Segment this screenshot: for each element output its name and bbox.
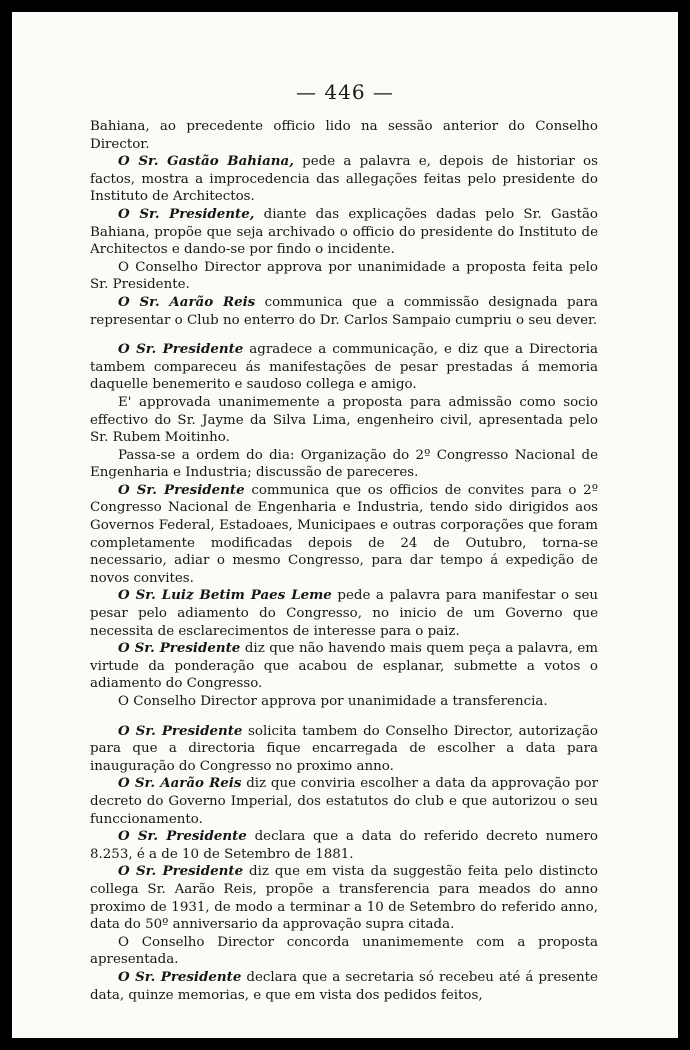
paragraph-text: communica que a commissão designada para representar o Club no enterro do Dr. Carlos Sampaio cumpriu o seu dever. [90, 294, 598, 328]
paragraph-text: O Conselho Director approva por unanimidade a proposta feita pelo Sr. Presidente. [90, 259, 598, 293]
paragraph-text: agradece a communicação, e diz que a Directoria tambem compareceu ás manifestações de pesar prestadas á memoria daquelle benemerito e saudoso collega e amigo. [90, 342, 598, 393]
paragraph-text: pede a palavra para manifestar o seu pesar pelo adiamento do Congresso, no inicio de um Governo que necessita de esclarecimentos de interesse para o paiz. [90, 588, 598, 639]
paragraph-text: communica que os officios de convites para o 2º Congresso Nacional de Engenharia e Industria, tendo sido dirigidos aos Governos Federal, Estadoaes, Municipaes e outras corporações que foram completamente modificadas depois de 24 de Outubro, torna-se necessario, adiar o mesmo Congresso, para dar tempo á expedição de novos convites. [90, 482, 598, 586]
paragraph [90, 259, 598, 294]
speaker-name: O Sr. Aarão Reis [118, 293, 256, 310]
paragraph [90, 394, 598, 447]
paragraph-text: O Conselho Director concorda unanimemente com a proposta apresentada. [90, 934, 598, 968]
speaker-name: O Sr. Presidente, [118, 205, 255, 222]
document-page [12, 12, 678, 1038]
paragraph-text: declara que a data do referido decreto numero 8.253, é a de 10 de Setembro de 1881. [90, 829, 598, 862]
paragraph-text: Passa-se a ordem do dia: Organização do 2º Congresso Nacional de Engenharia e Industria; discussão de pareceres. [90, 447, 598, 481]
paragraph [90, 587, 598, 640]
speaker-name: O Sr. Presidente [118, 341, 244, 358]
speaker-name: O Sr. Presidente [118, 481, 245, 498]
paragraph-text: pede a palavra e, depois de historiar os factos, mostra a improcedencia das allegações feitas pelo presidente do Instituto de Architectos. [90, 154, 598, 205]
paragraph [90, 206, 598, 259]
paragraph-text: diz que em vista da suggestão feita pelo distincto collega Sr. Aarão Reis, propõe a transferencia para meados do anno proximo de 1931, de modo a terminar a 10 de Setembro do referido anno, data do 50º anniversario da approvação supra citada. [90, 864, 598, 933]
paragraph-text: diz que conviria escolher a data da approvação por decreto do Governo Imperial, dos estatutos do club e que autorizou o seu funccionamento. [90, 776, 598, 827]
speaker-name: O Sr. Presidente [118, 722, 243, 739]
paragraph [90, 693, 598, 711]
paragraph [90, 118, 598, 153]
paragraph-text: solicita tambem do Conselho Director, autorização para que a directoria fique encarregada de escolher a data para inauguração do Congresso no proximo anno. [90, 723, 598, 774]
speaker-name: O Sr. Presidente [118, 640, 241, 657]
paragraph [90, 482, 598, 588]
paragraph [90, 828, 598, 863]
paragraph-text: Bahiana, ao precedente officio lido na sessão anterior do Conselho Director. [90, 119, 598, 152]
speaker-name: O Sr. Presidente [118, 863, 244, 880]
speaker-name: O Sr. Luiz Betim Paes Leme [118, 587, 332, 604]
body-text [90, 118, 598, 1004]
speaker-name: O Sr. Presidente [118, 828, 247, 845]
paragraph [90, 341, 598, 394]
paragraph-text: O Conselho Director approva por unanimidade a transferencia. [118, 694, 548, 709]
speaker-name: O Sr. Aarão Reis [118, 775, 242, 792]
paragraph [90, 640, 598, 693]
paragraph [90, 863, 598, 933]
paragraph [90, 775, 598, 828]
paragraph [90, 447, 598, 482]
speaker-name: O Sr. Gastão Bahiana, [118, 153, 294, 170]
paragraph-text: E' approvada unanimemente a proposta para admissão como socio effectivo do Sr. Jayme da Silva Lima, engenheiro civil, apresentada pelo Sr. Rubem Moitinho. [90, 394, 598, 446]
speaker-name: O Sr. Presidente [118, 968, 242, 985]
paragraph-text: declara que a secretaria só recebeu até á presente data, quinze memorias, e que em vista dos pedidos feitos, [90, 969, 598, 1003]
paragraph [90, 153, 598, 206]
paragraph [90, 723, 598, 776]
paragraph [90, 294, 598, 329]
paragraph [90, 969, 598, 1004]
paragraph-text: diante das explicações dadas pelo Sr. Gastão Bahiana, propõe que seja archivado o officio do presidente do Instituto de Architectos e dando-se por findo o incidente. [90, 206, 598, 258]
page-number: — 446 — [296, 80, 394, 104]
paragraph-text: diz que não havendo mais quem peça a palavra, em virtude da ponderação que acabou de esplanar, submette a votos o adiamento do Congresso. [90, 641, 598, 692]
paragraph [90, 934, 598, 969]
